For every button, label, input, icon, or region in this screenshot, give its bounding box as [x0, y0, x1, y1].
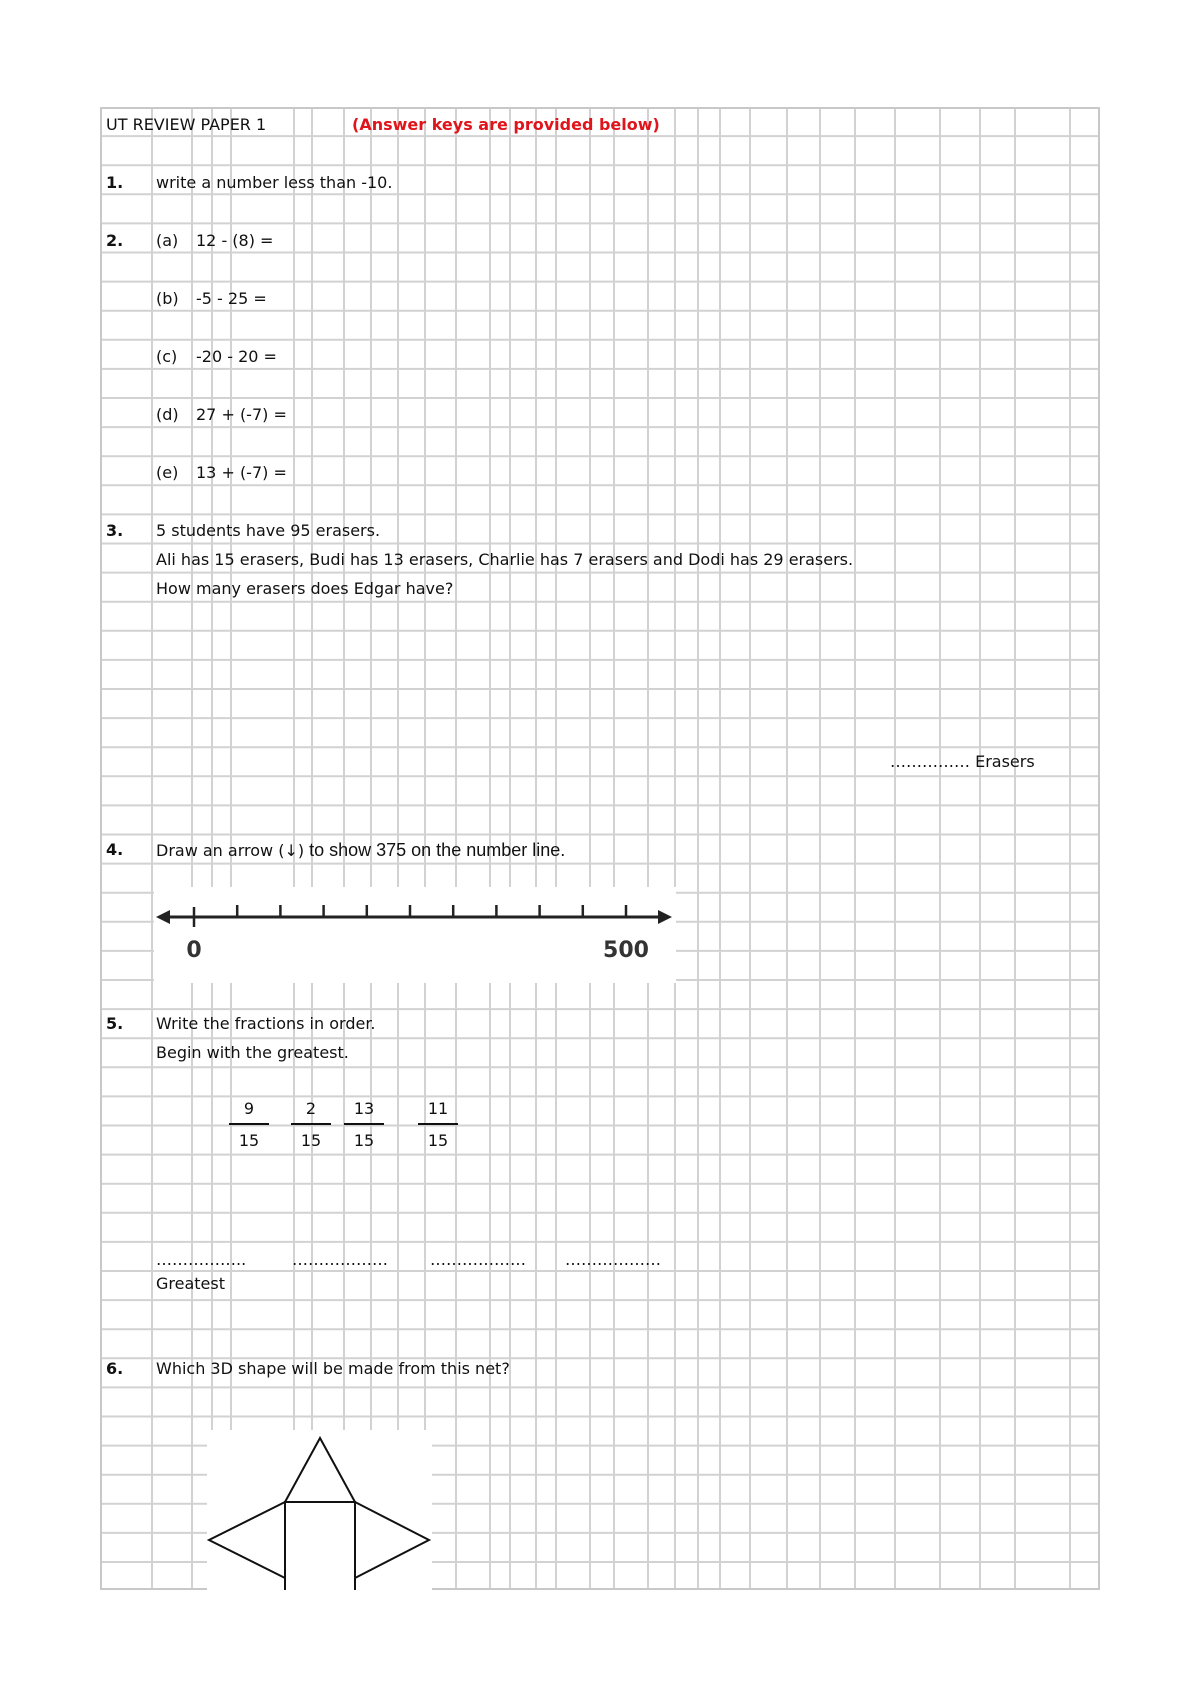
q4-text-rest: to show 375 on the number line.: [304, 840, 566, 860]
fraction-3-numerator: 13: [353, 1099, 375, 1118]
fraction-2: [291, 1099, 331, 1151]
q2d-label: (d): [156, 405, 179, 424]
fraction-2-denominator: 15: [300, 1131, 322, 1150]
q6-text: Which 3D shape will be made from this net?: [156, 1359, 510, 1378]
q2a-expr: 12 - (8) =: [196, 231, 274, 250]
q2e-label: (e): [156, 463, 179, 482]
q2c-label: (c): [156, 347, 178, 366]
q2c-expr: -20 - 20 =: [196, 347, 277, 366]
q1-number: 1.: [106, 173, 124, 192]
q3-answer-line: …………… Erasers: [890, 752, 1035, 771]
net-left-triangle: [209, 1502, 285, 1578]
answer-key-note: (Answer keys are provided below): [352, 115, 660, 134]
net-right-triangle: [355, 1502, 429, 1578]
net-square: [285, 1502, 355, 1590]
q5-number: 5.: [106, 1014, 124, 1033]
q2b-label: (b): [156, 289, 179, 308]
q4-text-arrow: Draw an arrow (↓): [156, 841, 305, 860]
fraction-1: [229, 1099, 269, 1151]
q2-number: 2.: [106, 231, 124, 250]
q5-line2: Begin with the greatest.: [156, 1043, 349, 1062]
q5-line1: Write the fractions in order.: [156, 1014, 376, 1033]
fraction-4: [418, 1099, 458, 1151]
q6-number: 6.: [106, 1359, 124, 1378]
q2e-expr: 13 + (-7) =: [196, 463, 287, 482]
q2a-label: (a): [156, 231, 179, 250]
fraction-2-numerator: 2: [305, 1099, 317, 1118]
fraction-3: [344, 1099, 384, 1151]
greatest-label: Greatest: [156, 1274, 225, 1293]
number-line: [154, 887, 676, 983]
order-blank-2: ………………: [292, 1250, 388, 1269]
number-line-left-arrowhead: [156, 910, 170, 924]
net-top-triangle: [285, 1438, 355, 1502]
q3-line3: How many erasers does Edgar have?: [156, 579, 454, 598]
fraction-4-numerator: 11: [427, 1099, 449, 1118]
number-line-end-label: 500: [603, 938, 649, 963]
q3-number: 3.: [106, 521, 124, 540]
pyramid-net: [207, 1430, 432, 1590]
number-line-start-label: 0: [186, 938, 202, 963]
fraction-1-denominator: 15: [238, 1131, 260, 1150]
order-blank-1: ……………..: [156, 1250, 247, 1269]
order-blank-3: ………………: [430, 1250, 526, 1269]
fraction-4-denominator: 15: [427, 1131, 449, 1150]
paper-title: UT REVIEW PAPER 1: [106, 115, 267, 134]
q2d-expr: 27 + (-7) =: [196, 405, 287, 424]
worksheet: [100, 107, 1100, 1590]
q3-line1: 5 students have 95 erasers.: [156, 521, 381, 540]
q2b-expr: -5 - 25 =: [196, 289, 267, 308]
q4-number: 4.: [106, 840, 124, 859]
number-line-right-arrowhead: [658, 910, 672, 924]
q3-line2: Ali has 15 erasers, Budi has 13 erasers, Charlie has 7 erasers and Dodi has 29 erasers.: [156, 550, 854, 569]
order-blank-4: ………………: [565, 1250, 661, 1269]
q4-text: [156, 840, 565, 861]
q1-text: write a number less than -10.: [156, 173, 393, 192]
fraction-1-numerator: 9: [243, 1099, 255, 1118]
fraction-3-denominator: 15: [353, 1131, 375, 1150]
number-line-image: [154, 887, 676, 983]
net-image: [207, 1430, 432, 1590]
